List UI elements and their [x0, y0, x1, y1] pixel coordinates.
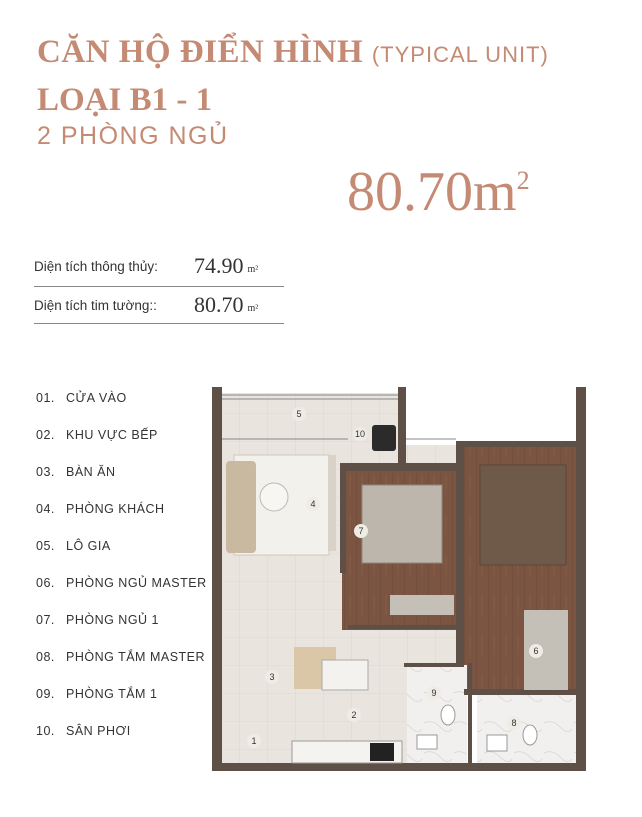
legend-num: 09.: [36, 687, 55, 701]
sink-master: [487, 735, 507, 751]
unit-type: LOẠI B1 - 1: [37, 82, 213, 118]
spec-row-net: [34, 248, 284, 284]
title-main: CĂN HỘ ĐIỂN HÌNH: [37, 34, 364, 70]
tv-unit: [328, 455, 336, 551]
legend-num: 02.: [36, 428, 55, 442]
legend-label: KHU VỰC BẾP: [66, 428, 158, 442]
total-area-value: 80.70m: [347, 161, 517, 223]
marker-4: 4: [310, 499, 316, 509]
marker-7: 7: [358, 526, 364, 536]
washer: [372, 425, 396, 451]
legend-num: 01.: [36, 391, 55, 405]
legend-num: 07.: [36, 613, 55, 627]
marker-10: 10: [354, 429, 366, 439]
spec-value: 74.90: [194, 253, 244, 278]
legend-item: [36, 391, 207, 428]
room-legend: [36, 391, 207, 761]
marker-5: 5: [296, 409, 302, 419]
legend-item: [36, 576, 207, 613]
marker-3: 3: [269, 672, 275, 682]
divider: [34, 323, 284, 324]
legend-num: 05.: [36, 539, 55, 553]
page-title: [37, 34, 549, 71]
legend-item: [36, 613, 207, 650]
spec-label: Diện tích tim tường::: [34, 297, 157, 313]
floor-bath-1: [407, 665, 467, 765]
legend-item: [36, 502, 207, 539]
legend-label: PHÒNG NGỦ 1: [66, 613, 160, 627]
legend-num: 08.: [36, 650, 55, 664]
total-area-sup: 2: [516, 166, 530, 195]
wardrobe-1: [390, 595, 454, 615]
marker-6: 6: [533, 646, 539, 656]
legend-label: PHÒNG NGỦ MASTER: [66, 576, 207, 590]
floor-plan: [212, 385, 592, 775]
bed-master: [480, 465, 566, 565]
legend-num: 03.: [36, 465, 55, 479]
spec-unit: m²: [247, 263, 259, 275]
legend-item: [36, 687, 207, 724]
marker-9: 9: [431, 688, 437, 698]
legend-label: CỬA VÀO: [66, 391, 127, 405]
marker-2: 2: [351, 710, 357, 720]
legend-item: [36, 428, 207, 465]
legend-label: SÂN PHƠI: [66, 724, 131, 738]
legend-item: [36, 650, 207, 687]
total-area: [347, 160, 530, 224]
kitchen-island: [322, 660, 368, 690]
spec-unit: m²: [247, 302, 259, 314]
spec-row-gross: [34, 287, 284, 323]
marker-1: 1: [251, 736, 257, 746]
legend-num: 06.: [36, 576, 55, 590]
legend-label: LÔ GIA: [66, 539, 111, 553]
sink-1: [417, 735, 437, 749]
sofa: [226, 461, 256, 553]
marker-8: 8: [511, 718, 517, 728]
legend-item: [36, 724, 207, 761]
legend-num: 04.: [36, 502, 55, 516]
spec-value: 80.70: [194, 292, 244, 317]
legend-item: [36, 539, 207, 576]
legend-label: BÀN ĂN: [66, 465, 116, 479]
bedroom-count: 2 PHÒNG NGỦ: [37, 122, 229, 150]
toilet-1: [441, 705, 455, 725]
legend-label: PHÒNG TẮM 1: [66, 687, 158, 701]
spec-label: Diện tích thông thủy:: [34, 258, 158, 274]
legend-item: [36, 465, 207, 502]
bed-1: [362, 485, 442, 563]
title-sub: (TYPICAL UNIT): [371, 42, 549, 67]
toilet-master: [523, 725, 537, 745]
legend-label: PHÒNG KHÁCH: [66, 502, 165, 516]
cooktop: [370, 743, 394, 761]
legend-label: PHÒNG TẮM MASTER: [66, 650, 206, 664]
coffee-table: [260, 483, 288, 511]
legend-num: 10.: [36, 724, 55, 738]
